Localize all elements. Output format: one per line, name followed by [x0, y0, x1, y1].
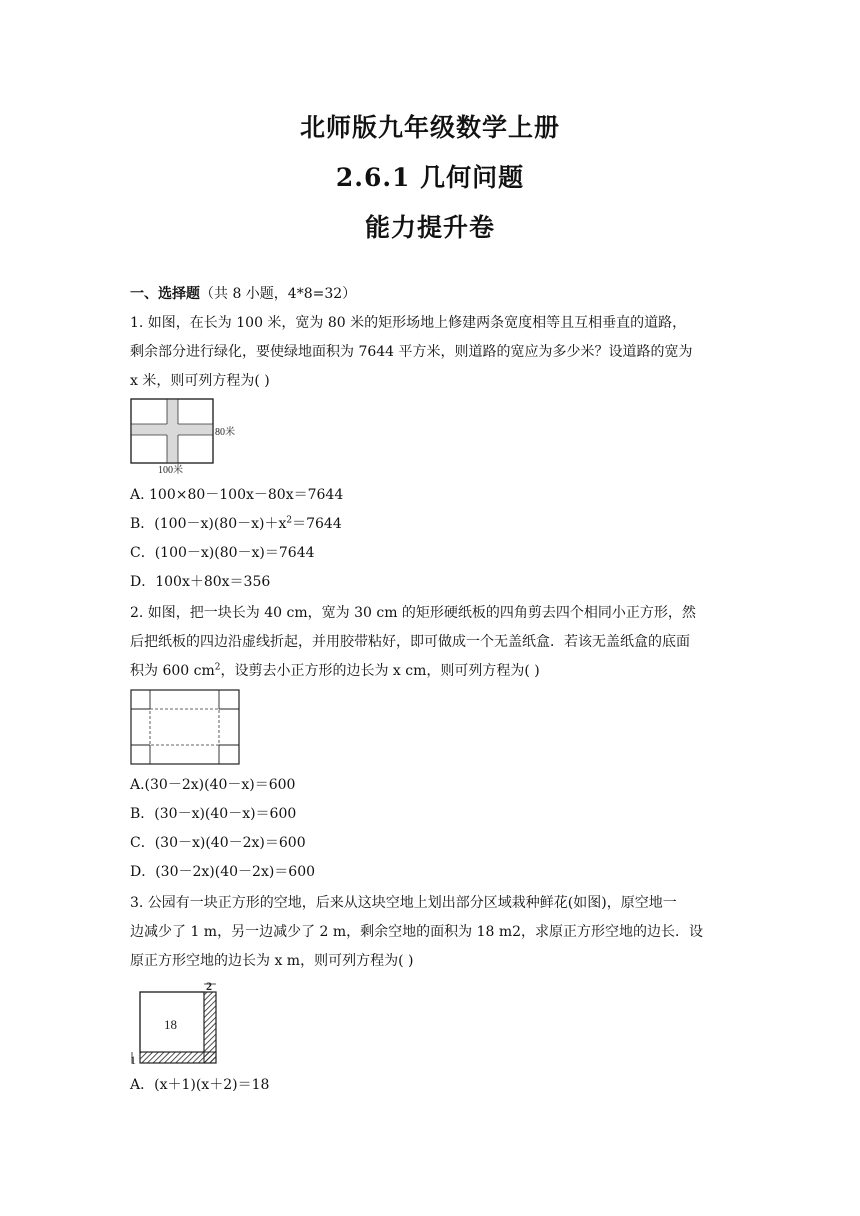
q3-stem-line2: 边减少了 1 m，另一边减少了 2 m，剩余空地的面积为 18 m2，求原正方形空地的边长．设 — [130, 924, 704, 940]
q1-stem-line3: x 米，则可列方程为( ) — [130, 373, 270, 389]
lesson-title: 2.6.1 几何问题 — [335, 163, 525, 192]
q1-road-figure — [130, 398, 245, 476]
q1-length-label: 100米 — [158, 465, 183, 476]
q1-stem-line1: 1. 如图，在长为 100 米，宽为 80 米的矩形场地上修建两条宽度相等且互相垂直的道路， — [130, 315, 687, 331]
section-title: 一、选择题 — [130, 286, 200, 302]
q3-area-label: 18 — [164, 1017, 177, 1032]
document-subtitle: 能力提升卷 — [364, 213, 495, 242]
q3-option-a: A．(x＋1)(x＋2)＝18 — [130, 1077, 270, 1093]
q2-stem-exponent: 2 — [214, 662, 221, 673]
q2-stem-line2: 后把纸板的四边沿虚线折起，并用胶带粘好，即可做成一个无盖纸盒．若该无盖纸盒的底面 — [130, 634, 690, 650]
document-title: 北师版九年级数学上册 — [299, 113, 560, 142]
q1-option-b — [130, 514, 735, 534]
section-info: （共 8 小题，4*8=32） — [200, 286, 357, 302]
q2-option-a: A.(30－2x)(40－x)＝600 — [130, 777, 296, 793]
q2-option-c: C．(30－x)(40－2x)＝600 — [130, 835, 306, 851]
section-heading — [130, 284, 735, 304]
q1-option-d: D．100x＋80x＝356 — [130, 574, 271, 590]
q3-stem-line3: 原正方形空地的边长为 x m，则可列方程为( ) — [130, 953, 414, 969]
q2-box-figure — [130, 689, 242, 767]
q1-width-label: 80米 — [215, 427, 235, 438]
q2-stem-line3 — [130, 661, 735, 681]
q2-option-b: B．(30－x)(40－x)＝600 — [130, 806, 297, 822]
q1-option-c: C．(100－x)(80－x)＝7644 — [130, 545, 315, 561]
q2-stem-line1: 2. 如图，把一块长为 40 cm，宽为 30 cm 的矩形硬纸板的四角剪去四个相同小正方形，然 — [130, 605, 696, 621]
q1-option-b-exponent: 2 — [286, 515, 293, 526]
q3-left-label: 1 — [130, 1053, 136, 1066]
q3-top-label: 2 — [206, 979, 212, 993]
q2-stem-line3-text: 积为 600 cm — [130, 663, 215, 679]
q2-stem-line3-rest: ，设剪去小正方形的边长为 x cm，则可列方程为( ) — [220, 663, 540, 679]
q1-option-b-rest: ＝7644 — [292, 516, 342, 532]
q1-option-b-text: B．(100－x)(80－x)＋x — [130, 516, 287, 532]
q3-stem-line1: 3. 公园有一块正方形的空地，后来从这块空地上划出部分区域栽种鲜花(如图)，原空地一 — [130, 895, 677, 911]
q3-square-figure — [130, 978, 222, 1066]
q1-option-a: A. 100×80－100x－80x＝7644 — [130, 487, 344, 503]
q1-stem-line2: 剩余部分进行绿化，要使绿地面积为 7644 平方米，则道路的宽应为多少米？设道路的宽为 — [130, 344, 693, 360]
q2-option-d: D．(30－2x)(40－2x)＝600 — [130, 864, 316, 880]
